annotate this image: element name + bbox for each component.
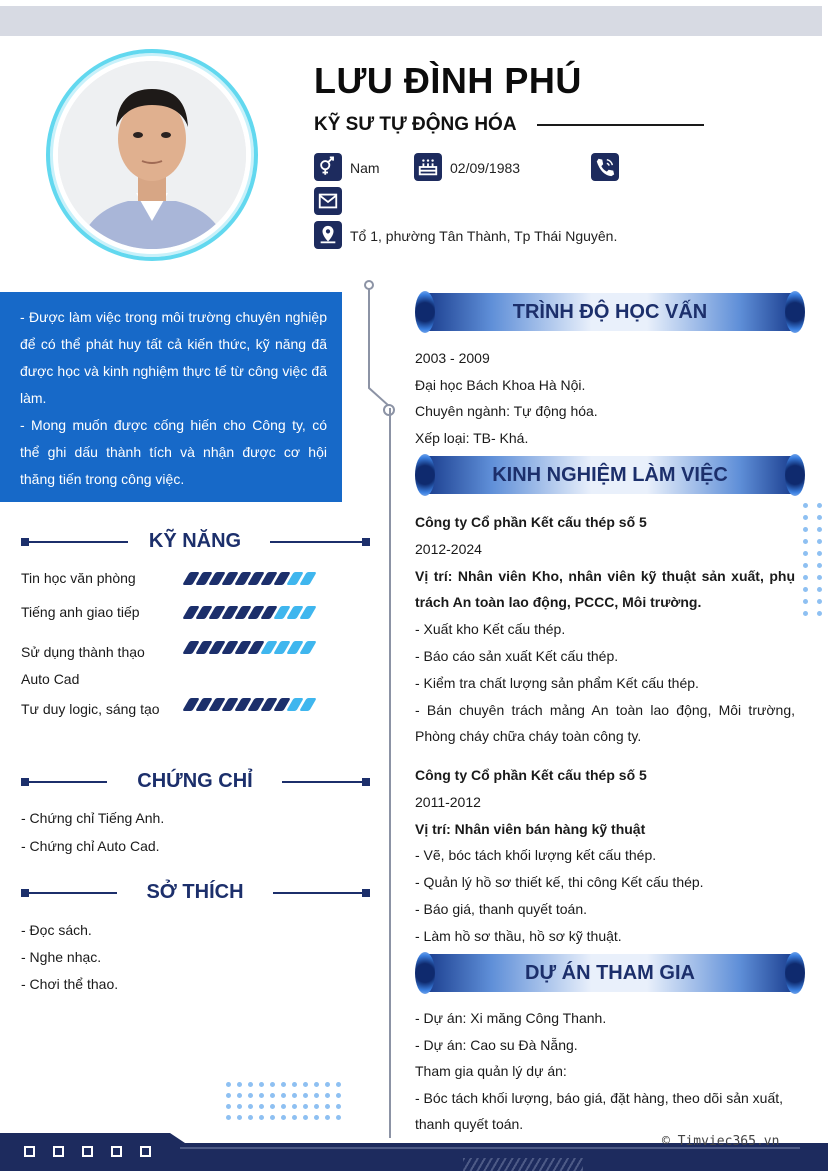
dot bbox=[336, 1115, 341, 1120]
avatar bbox=[58, 61, 246, 249]
section-rule bbox=[273, 892, 366, 894]
dot bbox=[314, 1104, 319, 1109]
dot bbox=[248, 1082, 253, 1087]
project-line: - Dự án: Cao su Đà Nẵng. bbox=[415, 1036, 578, 1053]
dot bbox=[336, 1104, 341, 1109]
skill-level-bar bbox=[186, 641, 313, 654]
dot bbox=[303, 1115, 308, 1120]
job-duty: - Báo cáo sản xuất Kết cấu thép. bbox=[415, 647, 619, 664]
dot bbox=[803, 563, 808, 568]
dot bbox=[314, 1082, 319, 1087]
title-underline bbox=[537, 124, 704, 126]
footer-square bbox=[82, 1146, 93, 1157]
section-rule bbox=[25, 781, 107, 783]
timeline-vertical-line bbox=[389, 408, 391, 1138]
dot bbox=[803, 611, 808, 616]
dot bbox=[226, 1104, 231, 1109]
dot bbox=[303, 1082, 308, 1087]
job-period: 2011-2012 bbox=[415, 793, 481, 810]
hobby-item: - Chơi thể thao. bbox=[21, 976, 119, 992]
job-company: Công ty Cổ phần Kết cấu thép số 5 bbox=[415, 767, 647, 783]
hobbies-heading: SỞ THÍCH bbox=[146, 881, 244, 903]
education-line: 2003 - 2009 bbox=[415, 350, 490, 366]
phone-icon bbox=[591, 153, 619, 181]
dot bbox=[336, 1093, 341, 1098]
skill-level-bar bbox=[186, 698, 313, 711]
dot bbox=[325, 1104, 330, 1109]
experience-banner bbox=[415, 456, 805, 494]
timeline-connector bbox=[360, 278, 400, 418]
job-duty: - Bán chuyên trách mảng An toàn lao động, Môi trường, Phòng cháy chữa cháy toàn công ty. bbox=[415, 701, 795, 745]
certificate-item: - Chứng chỉ Auto Cad. bbox=[21, 838, 160, 854]
dot bbox=[803, 575, 808, 580]
dot bbox=[336, 1082, 341, 1087]
dot bbox=[281, 1093, 286, 1098]
dot-pattern-decoration bbox=[803, 503, 822, 616]
dot bbox=[803, 551, 808, 556]
projects-details bbox=[415, 1005, 795, 1138]
dot bbox=[817, 503, 822, 508]
dot bbox=[270, 1082, 275, 1087]
dot bbox=[281, 1115, 286, 1120]
certificates-heading: CHỨNG CHỈ bbox=[137, 770, 253, 792]
dot bbox=[817, 551, 822, 556]
dot bbox=[226, 1082, 231, 1087]
education-banner bbox=[415, 293, 805, 331]
section-rule bbox=[25, 892, 117, 894]
dot bbox=[281, 1082, 286, 1087]
dot bbox=[817, 587, 822, 592]
education-details bbox=[415, 345, 795, 451]
job-duty: - Làm hồ sơ thầu, hồ sơ kỹ thuật. bbox=[415, 927, 622, 944]
watermark: © Timviec365.vn bbox=[662, 1134, 780, 1149]
dot bbox=[237, 1093, 242, 1098]
dot bbox=[817, 515, 822, 520]
dot bbox=[292, 1115, 297, 1120]
job-duty: - Kiểm tra chất lượng sản phẩm Kết cấu thép. bbox=[415, 674, 699, 691]
dot bbox=[817, 527, 822, 532]
footer-square bbox=[24, 1146, 35, 1157]
address-value: Tổ 1, phường Tân Thành, Tp Thái Nguyên. bbox=[350, 228, 618, 244]
section-rule bbox=[270, 541, 366, 543]
skill-level-bar bbox=[186, 606, 313, 619]
dot bbox=[292, 1082, 297, 1087]
dot bbox=[325, 1082, 330, 1087]
dot bbox=[237, 1082, 242, 1087]
dot bbox=[259, 1115, 264, 1120]
job-duty: - Xuất kho Kết cấu thép. bbox=[415, 621, 566, 638]
projects-heading: DỰ ÁN THAM GIA bbox=[525, 962, 695, 984]
dot bbox=[803, 539, 808, 544]
dot bbox=[270, 1093, 275, 1098]
dot bbox=[325, 1093, 330, 1098]
job-duty: - Vẽ, bóc tách khối lượng kết cấu thép. bbox=[415, 847, 657, 864]
skill-label: Sử dụng thành thạo Auto Cad bbox=[21, 644, 145, 687]
dot bbox=[817, 575, 822, 580]
dot bbox=[259, 1082, 264, 1087]
dot bbox=[248, 1115, 253, 1120]
dot bbox=[259, 1104, 264, 1109]
job-position: Vị trí: Nhân viên Kho, nhân viên kỹ thuật sản xuất, phụ trách An toàn lao động, PCCC, Môi trường. bbox=[415, 567, 795, 611]
dot bbox=[292, 1104, 297, 1109]
skills-heading: KỸ NĂNG bbox=[148, 530, 242, 552]
objective-line: - Mong muốn được cống hiến cho Công ty, có thể ghi dấu thành tích và nhận được cơ hội thăng tiến trong công việc. bbox=[20, 417, 327, 487]
experience-job-1 bbox=[415, 509, 795, 750]
section-rule bbox=[25, 541, 128, 543]
section-dot bbox=[362, 538, 370, 546]
dot bbox=[817, 539, 822, 544]
hobby-item: - Nghe nhạc. bbox=[21, 949, 102, 965]
dot bbox=[314, 1093, 319, 1098]
job-period: 2012-2024 bbox=[415, 540, 482, 557]
dot bbox=[817, 599, 822, 604]
dot bbox=[270, 1104, 275, 1109]
location-icon bbox=[314, 221, 342, 249]
dot bbox=[303, 1093, 308, 1098]
gender-icon bbox=[314, 153, 342, 181]
education-line: Xếp loại: TB- Khá. bbox=[415, 429, 529, 446]
experience-heading: KINH NGHIỆM LÀM VIỆC bbox=[492, 464, 728, 486]
objective-line: - Được làm việc trong môi trường chuyên nghiệp để có thể phát huy tất cả kiến thức, kỹ năng đã được học và kinh nghiệm thực tế từ công việc đã làm. bbox=[20, 309, 327, 406]
footer-square bbox=[140, 1146, 151, 1157]
section-rule bbox=[282, 781, 366, 783]
dot bbox=[226, 1093, 231, 1098]
dot bbox=[817, 611, 822, 616]
job-company: Công ty Cổ phần Kết cấu thép số 5 bbox=[415, 514, 647, 530]
dot bbox=[248, 1093, 253, 1098]
project-line: Tham gia quản lý dự án: bbox=[415, 1063, 567, 1079]
dot bbox=[303, 1104, 308, 1109]
birthday-value: 02/09/1983 bbox=[450, 160, 521, 176]
section-dot bbox=[362, 778, 370, 786]
education-heading: TRÌNH ĐỘ HỌC VẤN bbox=[512, 301, 708, 323]
section-dot bbox=[362, 889, 370, 897]
gender-value: Nam bbox=[350, 160, 380, 176]
hobby-item: - Đọc sách. bbox=[21, 922, 92, 938]
job-position: Vị trí: Nhân viên bán hàng kỹ thuật bbox=[415, 820, 646, 837]
dot bbox=[325, 1115, 330, 1120]
skill-label: Tiếng anh giao tiếp bbox=[21, 604, 140, 620]
dot bbox=[817, 563, 822, 568]
dot bbox=[803, 587, 808, 592]
dot-pattern-decoration bbox=[226, 1082, 341, 1120]
job-title: KỸ SƯ TỰ ĐỘNG HÓA bbox=[314, 114, 517, 135]
dot bbox=[237, 1104, 242, 1109]
dot bbox=[237, 1115, 242, 1120]
footer-square bbox=[111, 1146, 122, 1157]
dot bbox=[314, 1115, 319, 1120]
projects-banner bbox=[415, 954, 805, 992]
education-line: Đại học Bách Khoa Hà Nội. bbox=[415, 376, 586, 393]
project-line: - Bóc tách khối lượng, báo giá, đặt hàng, theo dõi sản xuất, thanh quyết toán. bbox=[415, 1089, 784, 1132]
dot bbox=[803, 515, 808, 520]
top-bar bbox=[0, 6, 822, 36]
email-icon bbox=[314, 187, 342, 215]
dot bbox=[803, 527, 808, 532]
dot bbox=[281, 1104, 286, 1109]
job-duty: - Quản lý hồ sơ thiết kế, thi công Kết cấu thép. bbox=[415, 874, 704, 891]
dot bbox=[292, 1093, 297, 1098]
project-line: - Dự án: Xi măng Công Thanh. bbox=[415, 1010, 607, 1026]
certificate-item: - Chứng chỉ Tiếng Anh. bbox=[21, 810, 165, 826]
candidate-name: LƯU ĐÌNH PHÚ bbox=[314, 60, 582, 101]
dot bbox=[270, 1115, 275, 1120]
dot bbox=[259, 1093, 264, 1098]
skill-label: Tin học văn phòng bbox=[21, 570, 136, 586]
skill-level-bar bbox=[186, 572, 313, 585]
dot bbox=[226, 1115, 231, 1120]
job-duty: - Báo giá, thanh quyết toán. bbox=[415, 900, 588, 917]
dot bbox=[803, 503, 808, 508]
dot bbox=[803, 599, 808, 604]
experience-job-2 bbox=[415, 762, 795, 950]
birthday-cake-icon bbox=[414, 153, 442, 181]
career-objective bbox=[0, 292, 342, 502]
education-line: Chuyên ngành: Tự động hóa. bbox=[415, 403, 598, 419]
dot bbox=[248, 1104, 253, 1109]
footer-hatch bbox=[463, 1158, 583, 1171]
skill-label: Tư duy logic, sáng tạo bbox=[21, 701, 160, 717]
footer-square bbox=[53, 1146, 64, 1157]
